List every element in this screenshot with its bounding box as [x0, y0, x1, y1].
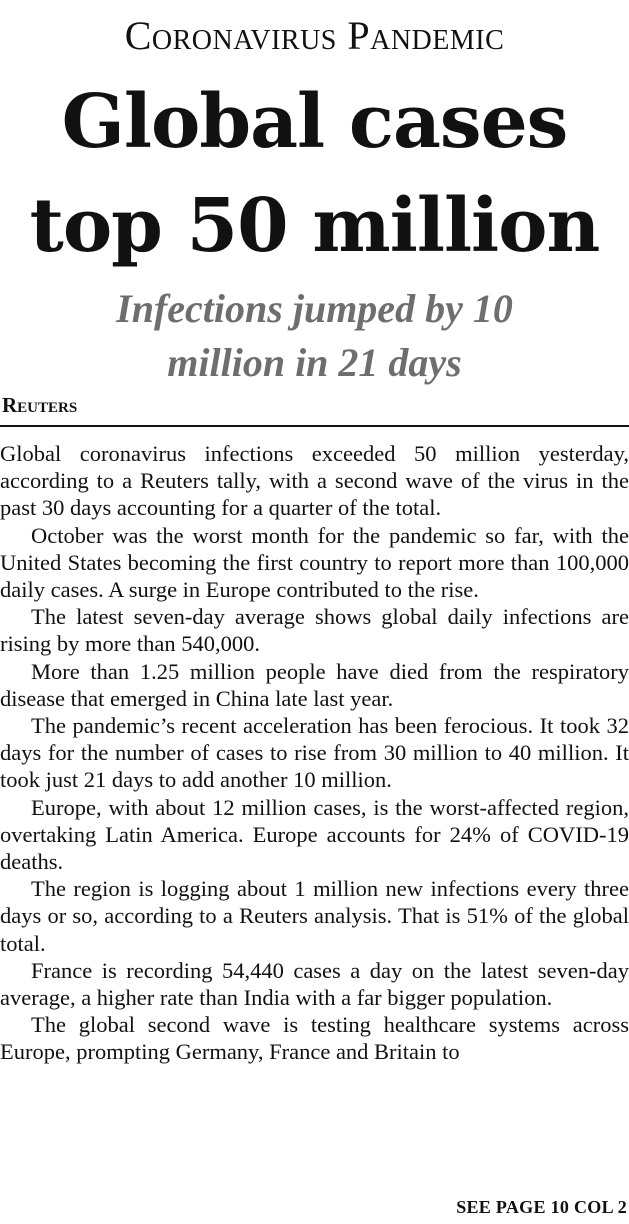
article-body: [0, 440, 629, 1066]
subheadline-line-2: million in 21 days: [167, 340, 462, 385]
continuation-reference: SEE PAGE 10 COL 2: [456, 1197, 627, 1217]
headline-line-1: Global cases: [61, 79, 568, 165]
article-paragraph: The region is logging about 1 million new infections every three days or so, according to a Reuters analysis. That is 51% of the global total.: [0, 876, 629, 956]
subheadline-line-1: Infections jumped by 10: [116, 286, 513, 331]
article-paragraph: The global second wave is testing healthcare systems across Europe, prompting Germany, France and Britain to: [0, 1012, 629, 1065]
article-paragraph: Europe, with about 12 million cases, is the worst-affected region, overtaking Latin America. Europe accounts for 24% of COVID-19 deaths.: [0, 794, 629, 875]
article-paragraph: More than 1.25 million people have died from the respiratory disease that emerged in China late last year.: [0, 658, 629, 711]
headline: [0, 70, 629, 278]
byline: Reuters: [2, 393, 78, 417]
article-paragraph: The latest seven-day average shows global daily infections are rising by more than 540,000.: [0, 604, 629, 657]
article-paragraph: The pandemic’s recent acceleration has been ferocious. It took 32 days for the number of cases to rise from 30 million to 40 million. It took just 21 days to add another 10 million.: [0, 713, 629, 793]
section-label: Coronavirus Pandemic: [124, 13, 505, 58]
article-paragraph: France is recording 54,440 cases a day on the latest seven-day average, a higher rate than India with a far bigger population.: [0, 957, 629, 1011]
article-paragraph: October was the worst month for the pandemic so far, with the United States becoming the first country to report more than 100,000 daily cases. A surge in Europe contributed to the rise.: [0, 522, 629, 603]
headline-line-2: top 50 million: [29, 183, 600, 269]
subheadline: [0, 282, 629, 390]
byline-divider: [0, 425, 629, 427]
article-paragraph: Global coronavirus infections exceeded 50 million yesterday, according to a Reuters tally, with a second wave of the virus in the past 30 days accounting for a quarter of the total.: [0, 441, 629, 521]
